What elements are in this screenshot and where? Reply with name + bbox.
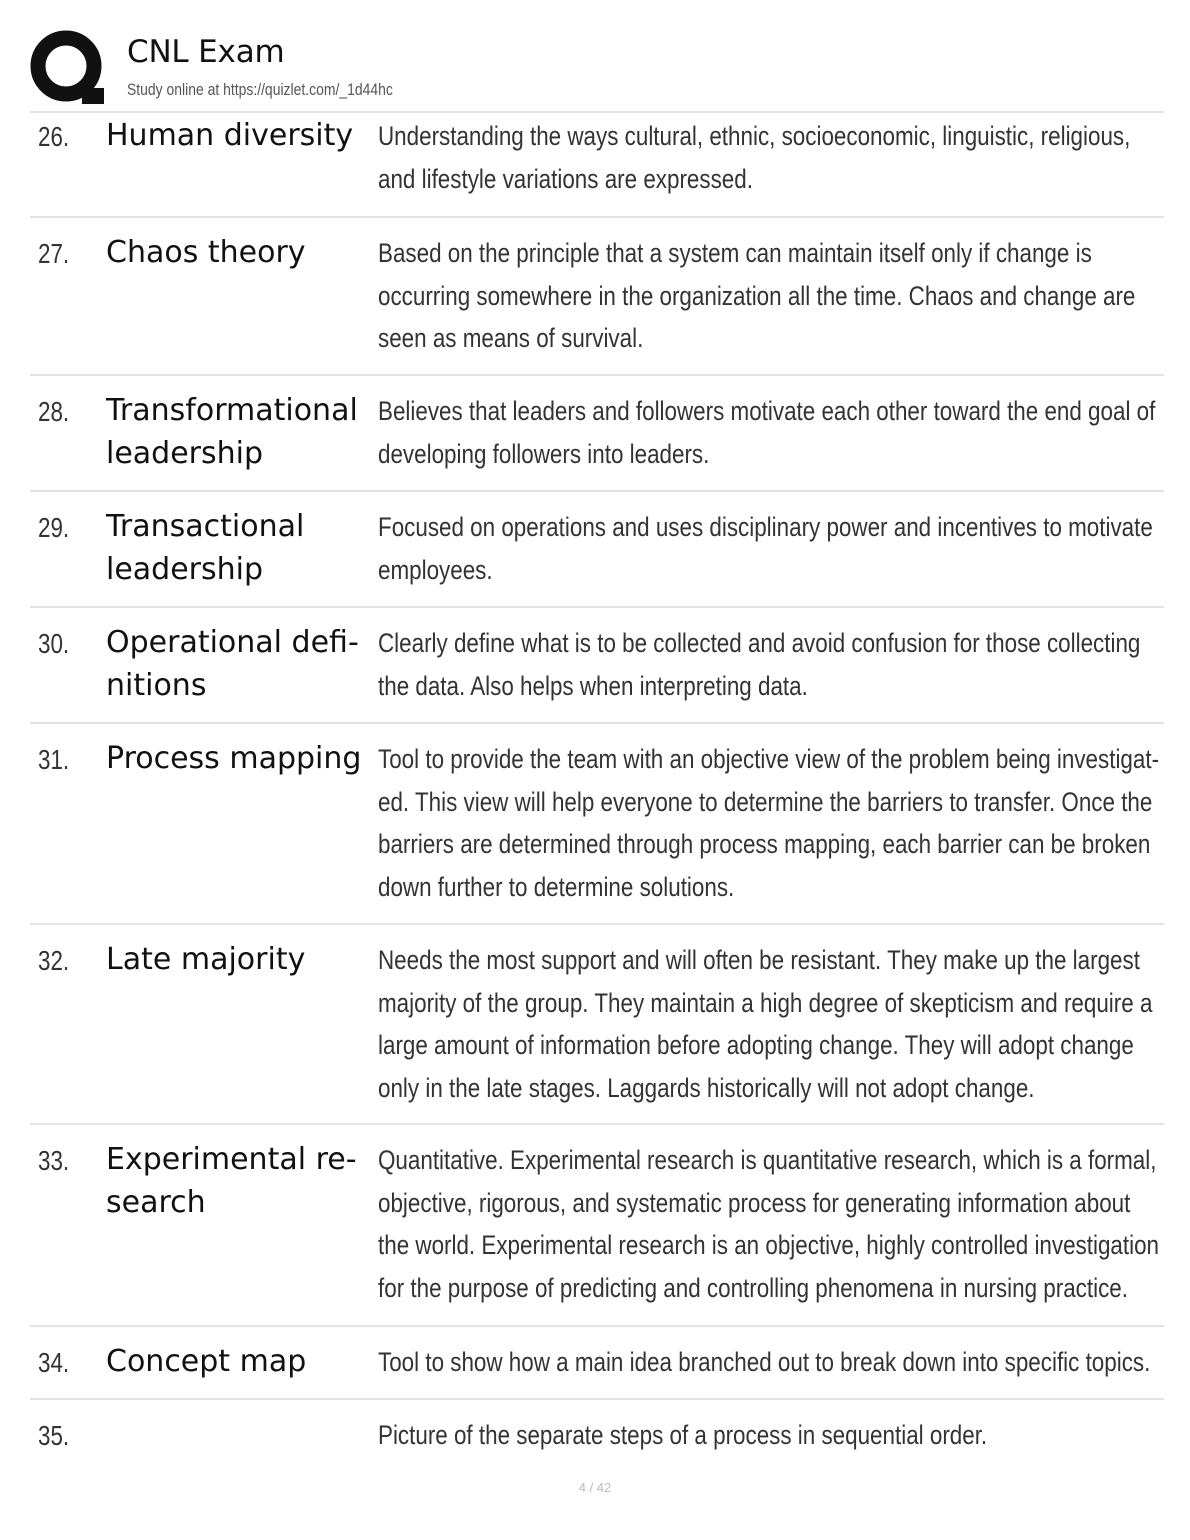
term-row (30, 1400, 1164, 1472)
term-text: Process mapping (106, 741, 362, 776)
term-row (30, 113, 1164, 218)
term-row (30, 608, 1164, 724)
term-row (30, 218, 1164, 376)
row-number: 27. (38, 238, 70, 269)
term-row (30, 925, 1164, 1125)
page-header (30, 28, 1164, 110)
row-number: 35. (38, 1420, 70, 1451)
term-row (30, 1327, 1164, 1400)
document-title: CNL Exam (127, 34, 285, 70)
term-text: Transformational leadership (106, 393, 358, 471)
study-online-link[interactable]: Study online at https://quizlet.com/_1d44hc (127, 80, 393, 99)
row-number: 29. (38, 512, 70, 543)
definition-text: Based on the principle that a system can maintain itself only if change is occurring somewhere in the organization all the time. Chaos and change are seen as means of survival. (378, 238, 1136, 353)
definition-text: Understanding the ways cultural, ethnic, socioeconomic, linguistic, religious, and lifestyle variations are expressed. (378, 121, 1131, 194)
definition-text: Quantitative. Experimental research is quantitative research, which is a formal, objective, rigorous, and systematic process for generating information about the world. Experimental research is an objective, highly controlled investigation for the purpose of predicting and controlling phenomena in nursing practice. (378, 1145, 1160, 1303)
term-text: Experimental re-search (106, 1142, 357, 1220)
term-row (30, 1125, 1164, 1327)
row-number: 30. (38, 628, 70, 659)
definition-text: Tool to provide the team with an objective view of the problem being investigat-ed. This view will help everyone to determine the barriers to transfer. Once the barriers are determined through process mapping, each barrier can be broken down further to determine solutions. (378, 744, 1160, 902)
row-number: 31. (38, 744, 70, 775)
term-row (30, 492, 1164, 608)
page-number: 4 / 42 (578, 1480, 612, 1495)
definition-text: Needs the most support and will often be resistant. They make up the largest majority of the group. They maintain a high degree of skepticism and require a large amount of information before adopting change. They will adopt change only in the late stages. Laggards historically will not adopt change. (378, 945, 1153, 1103)
term-text: Chaos theory (106, 235, 306, 270)
definition-text: Focused on operations and uses disciplinary power and incentives to motivate employees. (378, 512, 1153, 585)
term-row (30, 376, 1164, 492)
definition-text: Clearly define what is to be collected and avoid confusion for those collecting the data. Also helps when interpreting data. (378, 628, 1141, 701)
row-number: 28. (38, 396, 70, 427)
term-row (30, 724, 1164, 925)
row-number: 32. (38, 945, 70, 976)
term-text: Concept map (106, 1344, 307, 1379)
row-number: 26. (38, 121, 70, 152)
row-number: 34. (38, 1347, 70, 1378)
term-text: Transactional leadership (106, 509, 305, 587)
term-text: Human diversity (106, 118, 354, 153)
row-number: 33. (38, 1145, 70, 1176)
definition-text: Tool to show how a main idea branched out to break down into specific topics. (378, 1347, 1151, 1377)
term-text: Operational defi-nitions (106, 625, 359, 703)
term-list (30, 113, 1164, 1472)
term-text: Late majority (106, 942, 306, 977)
definition-text: Picture of the separate steps of a process in sequential order. (378, 1420, 988, 1450)
quizlet-logo-icon (30, 30, 106, 106)
definition-text: Believes that leaders and followers motivate each other toward the end goal of developing followers into leaders. (378, 396, 1156, 469)
